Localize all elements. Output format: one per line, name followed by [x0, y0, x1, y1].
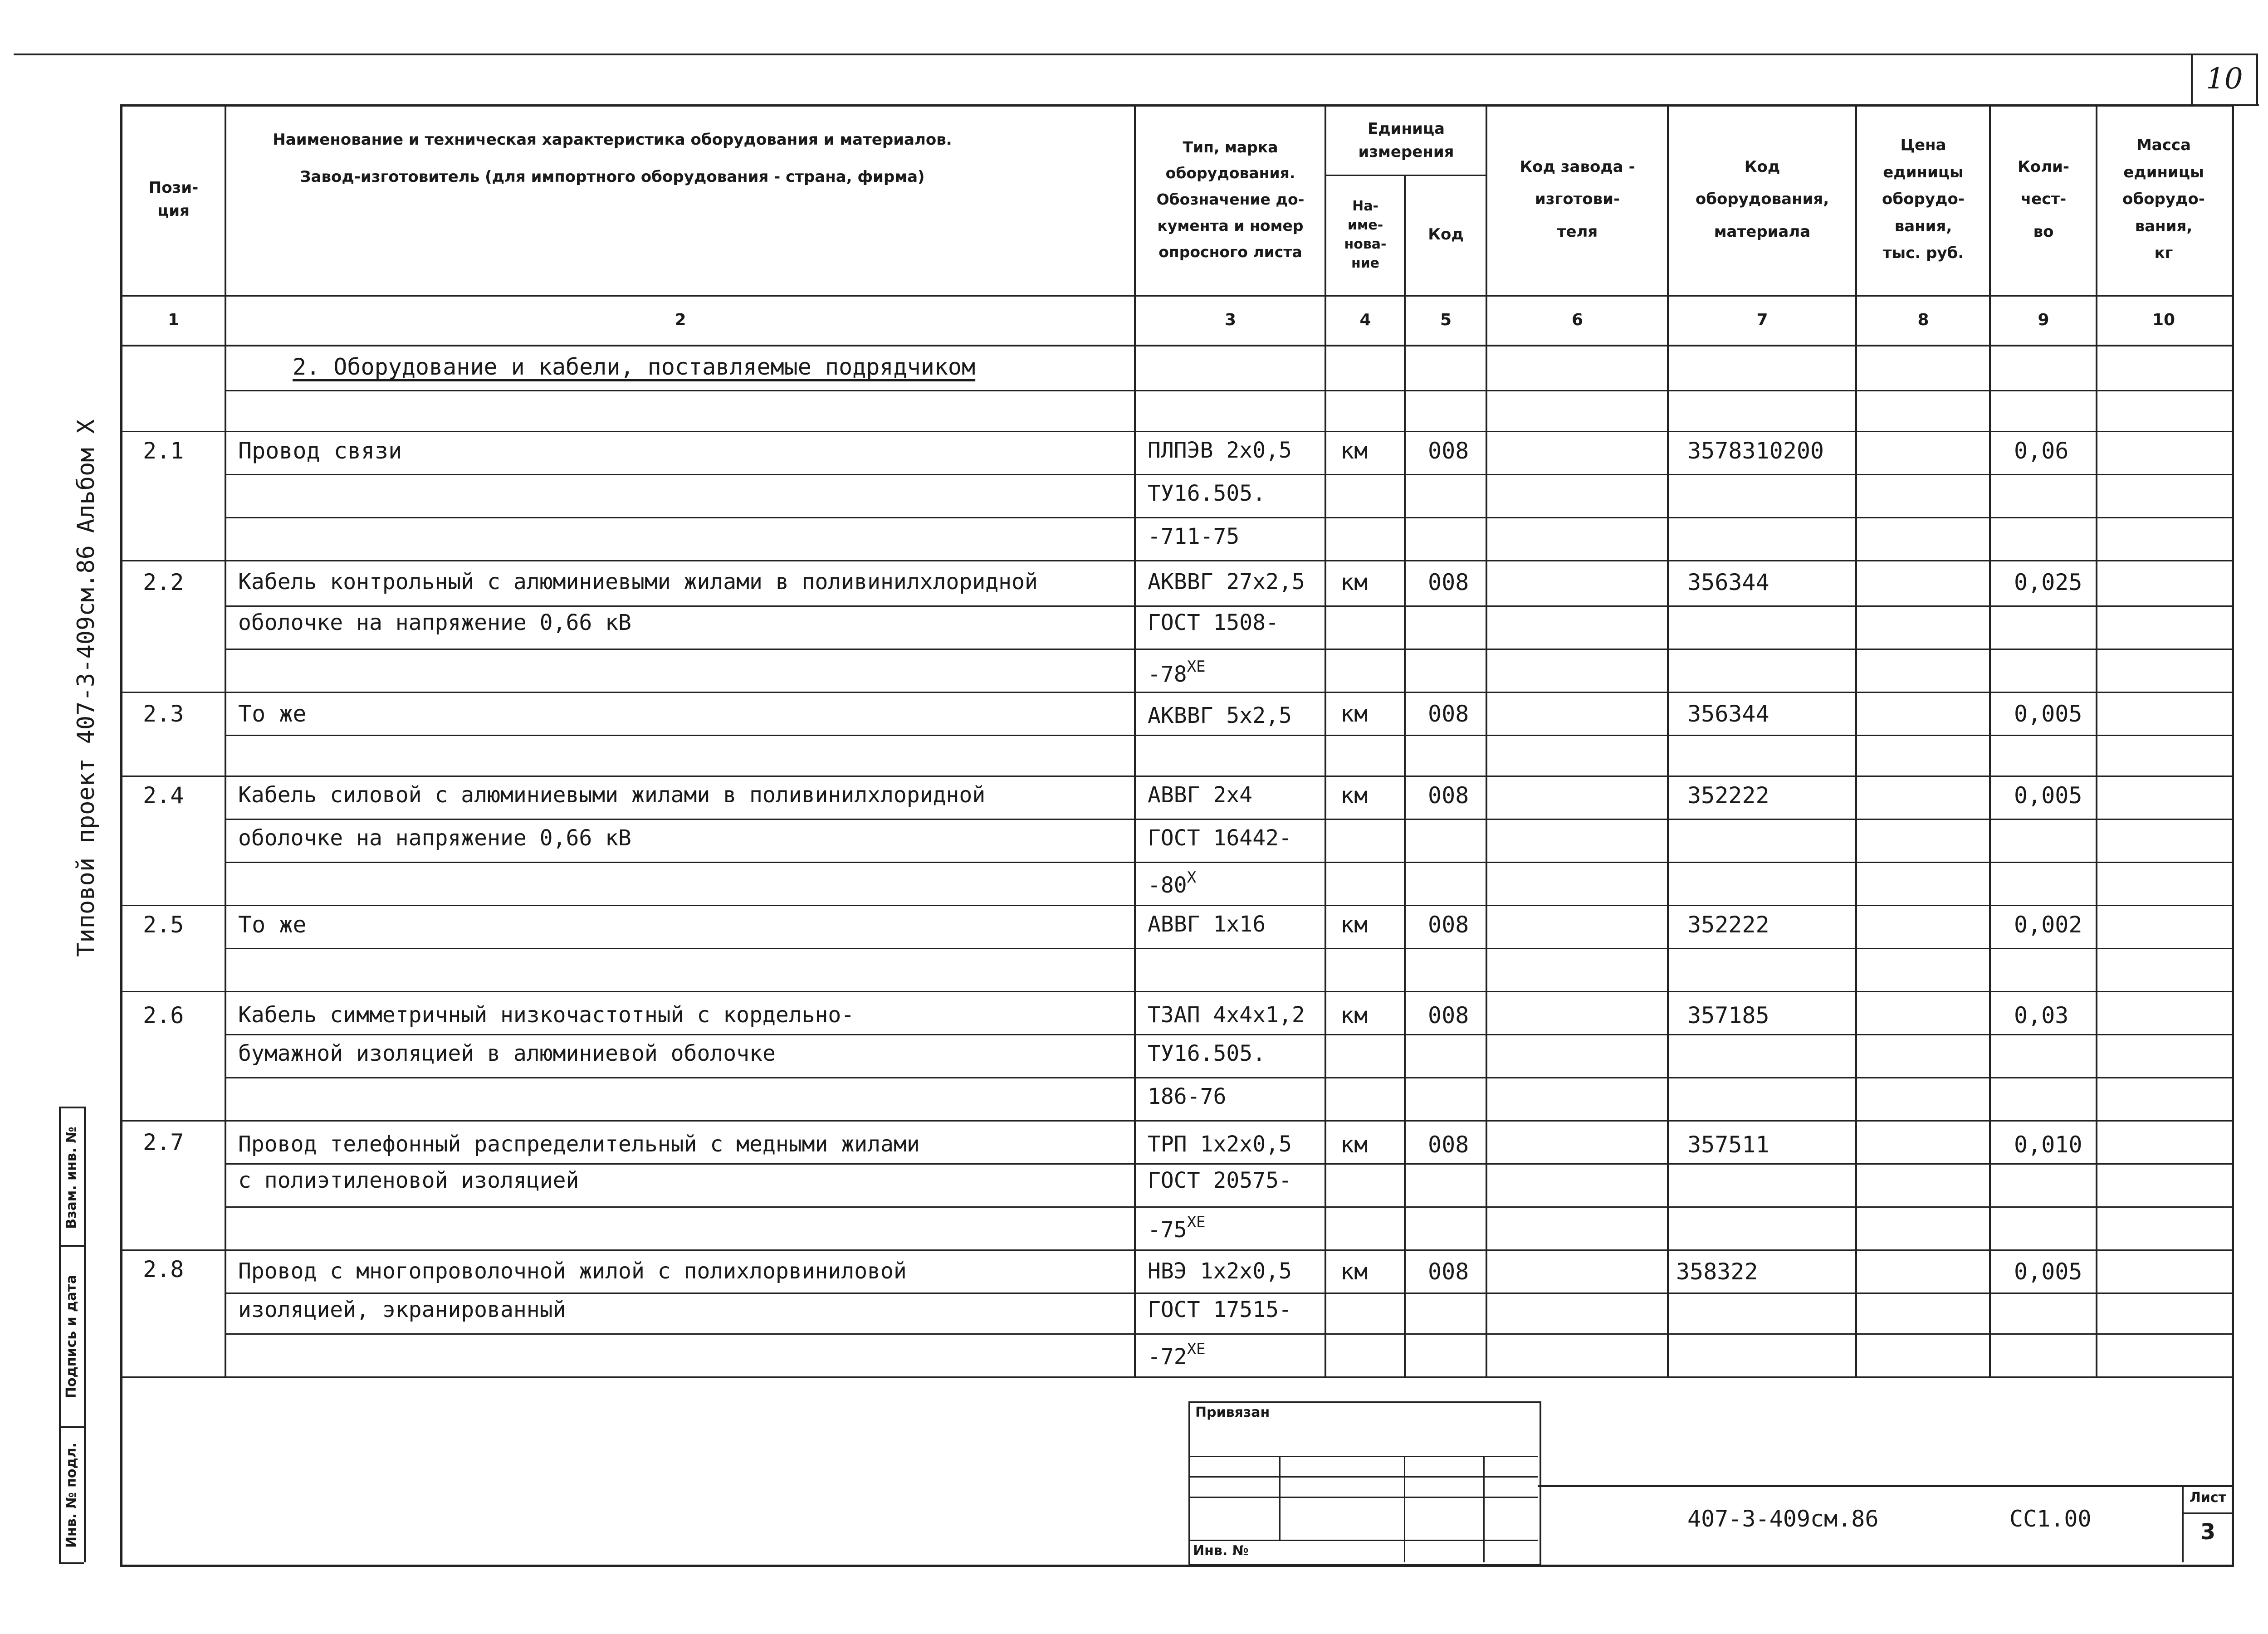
row-name: Провод телефонный распределительный с медными жилами: [238, 1132, 920, 1157]
col-number: 10: [2152, 311, 2175, 329]
row-type-text: -72: [1148, 1344, 1187, 1370]
row-line: [225, 605, 2232, 607]
row-material-code: 357511: [1687, 1132, 1769, 1158]
row-quantity: 0,010: [2014, 1132, 2082, 1158]
row-line: [225, 390, 2232, 391]
row-line: [120, 1249, 2232, 1251]
header-position: Пози- ция: [148, 179, 199, 220]
stamp-vline: [1279, 1456, 1281, 1540]
side-label-signature: Подпись и дата: [64, 1274, 79, 1399]
header-unit-name: На- име- нова- ние: [1344, 198, 1387, 271]
header-material-code: Код оборудования, материала: [1695, 157, 1829, 241]
row-unit: км: [1340, 438, 1368, 464]
row-unit-code: 008: [1428, 1258, 1469, 1285]
header-quantity: Коли- чест- во: [2018, 157, 2069, 241]
row-unit-code: 008: [1428, 569, 1469, 595]
sheet-value: 3: [2200, 1519, 2216, 1545]
stamp-vline: [1483, 1456, 1485, 1562]
row-type: ГОСТ 1508-: [1148, 610, 1279, 635]
row-type: [1148, 868, 1196, 898]
row-type: АВВГ 1х16: [1148, 912, 1266, 937]
row-unit: км: [1340, 782, 1368, 809]
row-unit: км: [1340, 912, 1368, 938]
row-material-code: 352222: [1687, 782, 1769, 809]
side-strip-hl-1: [59, 1107, 84, 1108]
row-material-code: 352222: [1687, 912, 1769, 938]
row-line: [225, 1293, 2232, 1294]
row-name: Кабель симметричный низкочастотный с кордельно-: [238, 1002, 855, 1028]
row-material-code: 357185: [1687, 1002, 1769, 1029]
row-type: [1148, 1213, 1206, 1243]
stamp-vline: [1404, 1456, 1405, 1562]
row-line: [225, 948, 2232, 949]
row-material-code: 356344: [1687, 569, 1769, 595]
col-number: 4: [1359, 311, 1371, 329]
row-line: [225, 819, 2232, 820]
row-name: с полиэтиленовой изоляцией: [238, 1168, 579, 1193]
row-name: Провод с многопроволочной жилой с полихлорвиниловой: [238, 1258, 907, 1284]
numbers-bottom-line: [120, 345, 2234, 346]
row-name: изоляцией, экранированный: [238, 1297, 566, 1322]
row-type: ТУ16.505.: [1148, 481, 1266, 506]
row-line: [120, 991, 2232, 992]
row-line: [120, 905, 2232, 906]
side-album: Альбом X: [73, 419, 100, 533]
row-quantity: 0,005: [2014, 701, 2082, 727]
col-line-7: [1855, 104, 1857, 1376]
side-project-code: Типовой проект 407-3-409см.86: [73, 545, 100, 957]
row-line: [120, 692, 2232, 693]
row-type-superscript: X: [1187, 868, 1197, 887]
row-type-text: -80: [1148, 873, 1187, 898]
row-unit-code: 008: [1428, 1132, 1469, 1158]
row-unit-code: 008: [1428, 1002, 1469, 1029]
row-quantity: 0,005: [2014, 782, 2082, 809]
row-position: 2.7: [143, 1129, 184, 1156]
col-number: 3: [1224, 311, 1237, 329]
row-unit: км: [1340, 569, 1368, 595]
row-line: [120, 1120, 2232, 1122]
row-line: [120, 776, 2232, 777]
row-name: Кабель контрольный с алюминиевыми жилами в поливинилхлоридной: [238, 569, 1038, 595]
doc-suffix: СС1.00: [2009, 1506, 2092, 1532]
row-type: ТЗАП 4х4х1,2: [1148, 1002, 1305, 1028]
row-position: 2.5: [143, 912, 184, 938]
col-line-2: [1134, 104, 1136, 1376]
row-material-code: 358322: [1676, 1258, 1758, 1285]
title-block-line: [1538, 1485, 2232, 1487]
row-name: Провод связи: [238, 438, 402, 464]
title-block-sheet-line: [2182, 1512, 2232, 1514]
row-line: [225, 735, 2232, 736]
sheet-number: 10: [2206, 62, 2243, 96]
col-number: 8: [1917, 311, 1929, 329]
row-type: ГОСТ 20575-: [1148, 1168, 1292, 1193]
stamp-bound-label: Привязан: [1195, 1405, 1270, 1420]
row-quantity: 0,03: [2014, 1002, 2069, 1029]
row-type-text: -75: [1148, 1217, 1187, 1243]
row-type: ГОСТ 17515-: [1148, 1297, 1292, 1322]
row-line: [120, 431, 2232, 432]
col-line-9: [2096, 104, 2097, 1376]
col-number: 6: [1571, 311, 1584, 329]
row-line: [225, 474, 2232, 475]
row-quantity: 0,005: [2014, 1258, 2082, 1285]
row-position: 2.6: [143, 1002, 184, 1029]
row-unit: км: [1340, 1132, 1368, 1158]
row-position: 2.3: [143, 701, 184, 727]
row-type: ТРП 1х2х0,5: [1148, 1132, 1292, 1157]
row-position: 2.1: [143, 438, 184, 464]
row-type: АКВВГ 5х2,5: [1148, 703, 1292, 728]
row-unit: км: [1340, 701, 1368, 727]
stamp-line: [1188, 1476, 1538, 1478]
header-type: Тип, марка оборудования. Обозначение до- кумента и номер опросного листа: [1156, 138, 1305, 261]
row-position: 2.8: [143, 1256, 184, 1283]
table-body-bottom: [120, 1376, 2232, 1378]
row-line: [120, 560, 2232, 561]
row-name: оболочке на напряжение 0,66 кВ: [238, 610, 631, 635]
row-type: 186-76: [1148, 1084, 1227, 1109]
stamp-box: [1188, 1401, 1541, 1566]
col-line-1: [225, 104, 226, 1376]
row-line: [225, 1163, 2232, 1165]
col-line-8: [1989, 104, 1991, 1376]
col-line-3: [1325, 104, 1326, 1376]
row-type-superscript: XE: [1187, 658, 1206, 676]
section-title: 2. Оборудование и кабели, поставляемые подрядчиком: [293, 354, 976, 380]
title-block-sheet-divider: [2182, 1485, 2184, 1562]
row-type: [1148, 1340, 1206, 1370]
side-strip-line-2: [84, 1107, 86, 1562]
row-unit-code: 008: [1428, 438, 1469, 464]
row-unit-code: 008: [1428, 912, 1469, 938]
side-label-replacement: Взам. инв. №: [64, 1127, 79, 1229]
row-unit: км: [1340, 1258, 1368, 1285]
row-type: -711-75: [1148, 524, 1240, 549]
stamp-line: [1188, 1540, 1538, 1541]
row-position: 2.2: [143, 569, 184, 595]
stamp-line: [1188, 1497, 1538, 1498]
row-material-code: 3578310200: [1687, 438, 1824, 464]
row-line: [225, 1034, 2232, 1035]
frame-top-line: [14, 54, 2191, 55]
row-name: То же: [238, 701, 307, 727]
stamp-inv-label: Инв. №: [1193, 1543, 1249, 1559]
row-name: То же: [238, 912, 307, 938]
col-number: 5: [1440, 311, 1452, 329]
doc-code: 407-3-409см.86: [1687, 1506, 1879, 1532]
header-unit: Единица измерения: [1358, 120, 1454, 161]
row-type: НВЭ 1х2х0,5: [1148, 1258, 1292, 1284]
col-number: 9: [2038, 311, 2049, 329]
row-line: [225, 649, 2232, 650]
row-quantity: 0,002: [2014, 912, 2082, 938]
row-type-superscript: XE: [1187, 1340, 1206, 1358]
row-line: [225, 517, 2232, 518]
row-type: ПЛПЭВ 2x0,5: [1148, 438, 1292, 463]
stamp-line: [1188, 1456, 1538, 1457]
row-unit-code: 008: [1428, 701, 1469, 727]
row-position: 2.4: [143, 782, 184, 809]
row-name: оболочке на напряжение 0,66 кВ: [238, 825, 631, 851]
row-type: АКВВГ 27х2,5: [1148, 569, 1305, 595]
row-name: бумажной изоляцией в алюминиевой оболочке: [238, 1041, 776, 1066]
row-type-text: -78: [1148, 662, 1187, 687]
row-type: АВВГ 2х4: [1148, 782, 1253, 808]
sheet-label: Лист: [2189, 1490, 2227, 1506]
col-line-5: [1486, 104, 1487, 1376]
header-name: Наименование и техническая характеристика оборудования и материалов. Завод-изготовитель (для импортного оборудования - страна, фирма): [273, 131, 952, 186]
col-number: 1: [167, 311, 180, 329]
header-mass: Масса единицы оборудо- вания, кг: [2122, 136, 2205, 263]
header-unit-code: Код: [1428, 225, 1464, 244]
row-line: [225, 1077, 2232, 1078]
row-type: ГОСТ 16442-: [1148, 825, 1292, 851]
col-number: 2: [675, 311, 686, 329]
row-line: [225, 1333, 2232, 1335]
col-number: 7: [1756, 311, 1768, 329]
header-price: Цена единицы оборудо- вания, тыс. руб.: [1882, 136, 1965, 263]
row-quantity: 0,025: [2014, 569, 2082, 595]
side-label-inventory: Инв. № подл.: [64, 1442, 79, 1548]
row-type: ТУ16.505.: [1148, 1041, 1266, 1066]
row-type: [1148, 658, 1206, 687]
row-quantity: 0,06: [2014, 438, 2069, 464]
row-line: [225, 862, 2232, 863]
col-line-6: [1667, 104, 1669, 1376]
row-unit-code: 008: [1428, 782, 1469, 809]
row-line: [225, 1206, 2232, 1208]
row-type-superscript: XE: [1187, 1213, 1206, 1231]
header-maker-code: Код завода - изготови- теля: [1520, 157, 1635, 241]
row-unit: км: [1340, 1002, 1368, 1029]
row-name: Кабель силовой с алюминиевыми жилами в поливинилхлоридной: [238, 782, 986, 808]
header-bottom-line: [120, 295, 2234, 297]
row-material-code: 356344: [1687, 701, 1769, 727]
